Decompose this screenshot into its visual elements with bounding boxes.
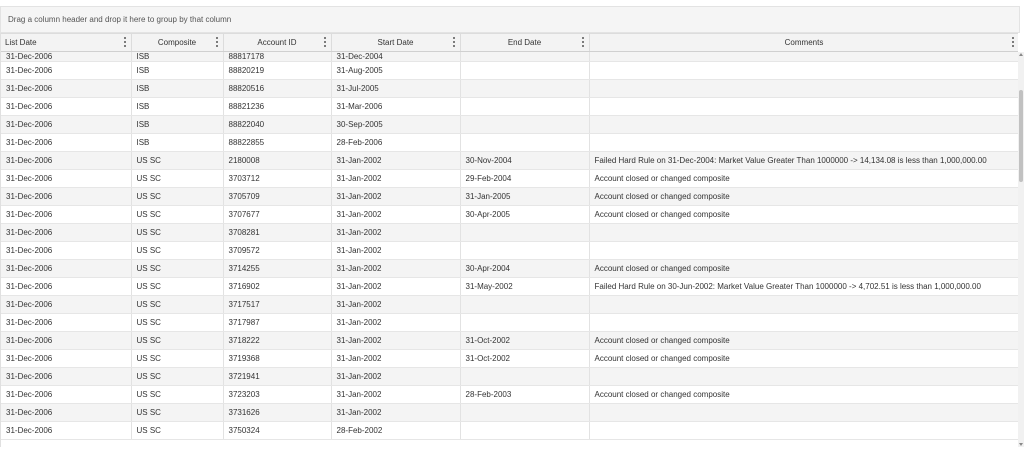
cell-comments: Account closed or changed composite (589, 332, 1018, 350)
cell-list-date: 31-Dec-2006 (1, 152, 131, 170)
column-menu-icon[interactable] (582, 37, 585, 47)
cell-account-id: 3718222 (223, 332, 331, 350)
cell-account-id: 3714255 (223, 260, 331, 278)
cell-start-date: 31-Jan-2002 (331, 332, 460, 350)
table-row[interactable] (1, 80, 1018, 98)
table-row[interactable] (1, 242, 1018, 260)
table-row[interactable] (1, 314, 1018, 332)
cell-composite: US SC (131, 170, 223, 188)
table-row[interactable] (1, 404, 1018, 422)
table-row[interactable] (1, 188, 1018, 206)
cell-start-date: 31-Jul-2005 (331, 80, 460, 98)
table-row[interactable] (1, 278, 1018, 296)
group-by-hint: Drag a column header and drop it here to group by that column (8, 15, 232, 24)
column-header-composite[interactable] (131, 34, 223, 52)
cell-account-id: 3750324 (223, 422, 331, 440)
table-row[interactable] (1, 224, 1018, 242)
cell-end-date (460, 296, 589, 314)
cell-composite: ISB (131, 62, 223, 80)
cell-start-date: 31-Jan-2002 (331, 224, 460, 242)
cell-composite: US SC (131, 296, 223, 314)
cell-list-date: 31-Dec-2006 (1, 350, 131, 368)
cell-account-id: 88820219 (223, 62, 331, 80)
cell-start-date: 31-Jan-2002 (331, 386, 460, 404)
cell-account-id: 3723203 (223, 386, 331, 404)
cell-start-date: 31-Mar-2006 (331, 98, 460, 116)
cell-list-date: 31-Dec-2006 (1, 206, 131, 224)
cell-composite: US SC (131, 206, 223, 224)
cell-start-date: 31-Jan-2002 (331, 314, 460, 332)
table-row[interactable] (1, 152, 1018, 170)
cell-account-id: 3703712 (223, 170, 331, 188)
cell-comments (589, 224, 1018, 242)
cell-list-date: 31-Dec-2006 (1, 296, 131, 314)
cell-end-date: 30-Apr-2005 (460, 206, 589, 224)
column-header-label: List Date (5, 38, 37, 47)
table-row[interactable] (1, 368, 1018, 386)
cell-account-id: 88817178 (223, 52, 331, 62)
column-menu-icon[interactable] (453, 37, 456, 47)
cell-composite: US SC (131, 152, 223, 170)
grid-table (1, 33, 1018, 440)
column-menu-icon[interactable] (124, 37, 127, 47)
column-header-label: Comments (784, 38, 824, 47)
cell-composite: US SC (131, 422, 223, 440)
table-row[interactable] (1, 52, 1018, 62)
cell-account-id: 3705709 (223, 188, 331, 206)
scroll-thumb[interactable] (1019, 90, 1023, 182)
cell-start-date: 31-Jan-2002 (331, 404, 460, 422)
group-by-panel[interactable] (0, 6, 1020, 33)
cell-start-date: 31-Jan-2002 (331, 296, 460, 314)
cell-composite: ISB (131, 80, 223, 98)
cell-end-date (460, 242, 589, 260)
cell-composite: US SC (131, 278, 223, 296)
cell-comments: Account closed or changed composite (589, 260, 1018, 278)
cell-list-date: 31-Dec-2006 (1, 224, 131, 242)
table-row[interactable] (1, 296, 1018, 314)
cell-account-id: 3717987 (223, 314, 331, 332)
cell-start-date: 31-Dec-2004 (331, 52, 460, 62)
cell-start-date: 31-Jan-2002 (331, 242, 460, 260)
cell-composite: US SC (131, 260, 223, 278)
cell-list-date: 31-Dec-2006 (1, 278, 131, 296)
cell-end-date: 30-Apr-2004 (460, 260, 589, 278)
cell-list-date: 31-Dec-2006 (1, 188, 131, 206)
vertical-scrollbar[interactable] (1018, 52, 1024, 447)
cell-end-date (460, 62, 589, 80)
cell-account-id: 3709572 (223, 242, 331, 260)
cell-account-id: 3707677 (223, 206, 331, 224)
cell-end-date: 31-Oct-2002 (460, 332, 589, 350)
cell-composite: US SC (131, 314, 223, 332)
cell-list-date: 31-Dec-2006 (1, 134, 131, 152)
cell-comments: Account closed or changed composite (589, 350, 1018, 368)
cell-composite: ISB (131, 98, 223, 116)
cell-comments (589, 80, 1018, 98)
cell-account-id: 3717517 (223, 296, 331, 314)
header-row (1, 34, 1018, 52)
scroll-up-icon[interactable] (1019, 53, 1023, 56)
cell-account-id: 88822855 (223, 134, 331, 152)
cell-comments (589, 422, 1018, 440)
cell-account-id: 88820516 (223, 80, 331, 98)
scroll-down-icon[interactable] (1019, 443, 1023, 446)
table-row[interactable] (1, 332, 1018, 350)
cell-start-date: 31-Jan-2002 (331, 368, 460, 386)
column-header-comments[interactable] (589, 34, 1018, 52)
cell-account-id: 3716902 (223, 278, 331, 296)
cell-comments: Failed Hard Rule on 30-Jun-2002: Market Value Greater Than 1000000 -> 4,702.51 is less than 1,000,000.00 (589, 278, 1018, 296)
cell-list-date: 31-Dec-2006 (1, 62, 131, 80)
cell-list-date: 31-Dec-2006 (1, 242, 131, 260)
cell-list-date: 31-Dec-2006 (1, 116, 131, 134)
cell-composite: ISB (131, 134, 223, 152)
cell-account-id: 3708281 (223, 224, 331, 242)
cell-composite: US SC (131, 368, 223, 386)
cell-composite: US SC (131, 188, 223, 206)
column-menu-icon[interactable] (1012, 37, 1015, 47)
column-header-label: End Date (507, 38, 542, 47)
cell-comments (589, 296, 1018, 314)
column-menu-icon[interactable] (324, 37, 327, 47)
table-row[interactable] (1, 350, 1018, 368)
column-header-label: Account ID (257, 38, 297, 47)
cell-comments (589, 314, 1018, 332)
table-row[interactable] (1, 422, 1018, 440)
cell-end-date: 30-Nov-2004 (460, 152, 589, 170)
cell-list-date: 31-Dec-2006 (1, 260, 131, 278)
cell-end-date (460, 314, 589, 332)
cell-start-date: 31-Jan-2002 (331, 206, 460, 224)
cell-account-id: 3719368 (223, 350, 331, 368)
cell-account-id: 2180008 (223, 152, 331, 170)
cell-end-date (460, 116, 589, 134)
data-grid (0, 33, 1018, 447)
cell-comments (589, 368, 1018, 386)
cell-list-date: 31-Dec-2006 (1, 52, 131, 62)
cell-comments: Account closed or changed composite (589, 386, 1018, 404)
table-row[interactable] (1, 170, 1018, 188)
cell-account-id: 3721941 (223, 368, 331, 386)
cell-list-date: 31-Dec-2006 (1, 422, 131, 440)
cell-comments (589, 98, 1018, 116)
cell-start-date: 28-Feb-2002 (331, 422, 460, 440)
cell-list-date: 31-Dec-2006 (1, 98, 131, 116)
cell-comments (589, 116, 1018, 134)
cell-account-id: 88822040 (223, 116, 331, 134)
column-header-list-date[interactable] (1, 34, 131, 52)
cell-end-date: 31-Oct-2002 (460, 350, 589, 368)
cell-list-date: 31-Dec-2006 (1, 80, 131, 98)
grid-body (1, 52, 1018, 440)
cell-account-id: 3731626 (223, 404, 331, 422)
column-header-end-date[interactable] (460, 34, 589, 52)
column-header-start-date[interactable] (331, 34, 460, 52)
cell-comments (589, 242, 1018, 260)
cell-comments: Account closed or changed composite (589, 206, 1018, 224)
column-header-label: Composite (157, 38, 197, 47)
cell-list-date: 31-Dec-2006 (1, 170, 131, 188)
cell-start-date: 31-Jan-2002 (331, 152, 460, 170)
table-row[interactable] (1, 260, 1018, 278)
cell-start-date: 31-Jan-2002 (331, 188, 460, 206)
cell-start-date: 31-Jan-2002 (331, 278, 460, 296)
cell-comments (589, 52, 1018, 62)
cell-list-date: 31-Dec-2006 (1, 314, 131, 332)
cell-start-date: 31-Jan-2002 (331, 350, 460, 368)
cell-end-date: 29-Feb-2004 (460, 170, 589, 188)
cell-end-date (460, 80, 589, 98)
cell-end-date: 28-Feb-2003 (460, 386, 589, 404)
cell-end-date (460, 52, 589, 62)
cell-end-date: 31-Jan-2005 (460, 188, 589, 206)
cell-comments: Account closed or changed composite (589, 188, 1018, 206)
cell-comments (589, 62, 1018, 80)
cell-composite: US SC (131, 332, 223, 350)
cell-start-date: 28-Feb-2006 (331, 134, 460, 152)
cell-composite: US SC (131, 350, 223, 368)
table-row[interactable] (1, 206, 1018, 224)
table-row[interactable] (1, 386, 1018, 404)
cell-list-date: 31-Dec-2006 (1, 368, 131, 386)
column-header-label: Start Date (377, 38, 414, 47)
cell-comments: Account closed or changed composite (589, 170, 1018, 188)
cell-list-date: 31-Dec-2006 (1, 404, 131, 422)
column-header-account-id[interactable] (223, 34, 331, 52)
cell-start-date: 31-Aug-2005 (331, 62, 460, 80)
table-row[interactable] (1, 98, 1018, 116)
cell-comments: Failed Hard Rule on 31-Dec-2004: Market Value Greater Than 1000000 -> 14,134.08 is less than 1,000,000.00 (589, 152, 1018, 170)
cell-start-date: 30-Sep-2005 (331, 116, 460, 134)
cell-list-date: 31-Dec-2006 (1, 386, 131, 404)
cell-end-date (460, 368, 589, 386)
column-menu-icon[interactable] (216, 37, 219, 47)
cell-list-date: 31-Dec-2006 (1, 332, 131, 350)
cell-comments (589, 134, 1018, 152)
cell-start-date: 31-Jan-2002 (331, 170, 460, 188)
cell-composite: ISB (131, 52, 223, 62)
cell-end-date (460, 404, 589, 422)
table-row[interactable] (1, 62, 1018, 80)
cell-comments (589, 404, 1018, 422)
cell-end-date (460, 422, 589, 440)
cell-end-date: 31-May-2002 (460, 278, 589, 296)
cell-end-date (460, 224, 589, 242)
cell-end-date (460, 98, 589, 116)
cell-end-date (460, 134, 589, 152)
table-row[interactable] (1, 116, 1018, 134)
cell-composite: US SC (131, 404, 223, 422)
cell-composite: US SC (131, 242, 223, 260)
cell-start-date: 31-Jan-2002 (331, 260, 460, 278)
table-row[interactable] (1, 134, 1018, 152)
cell-composite: US SC (131, 224, 223, 242)
cell-composite: US SC (131, 386, 223, 404)
cell-account-id: 88821236 (223, 98, 331, 116)
cell-composite: ISB (131, 116, 223, 134)
